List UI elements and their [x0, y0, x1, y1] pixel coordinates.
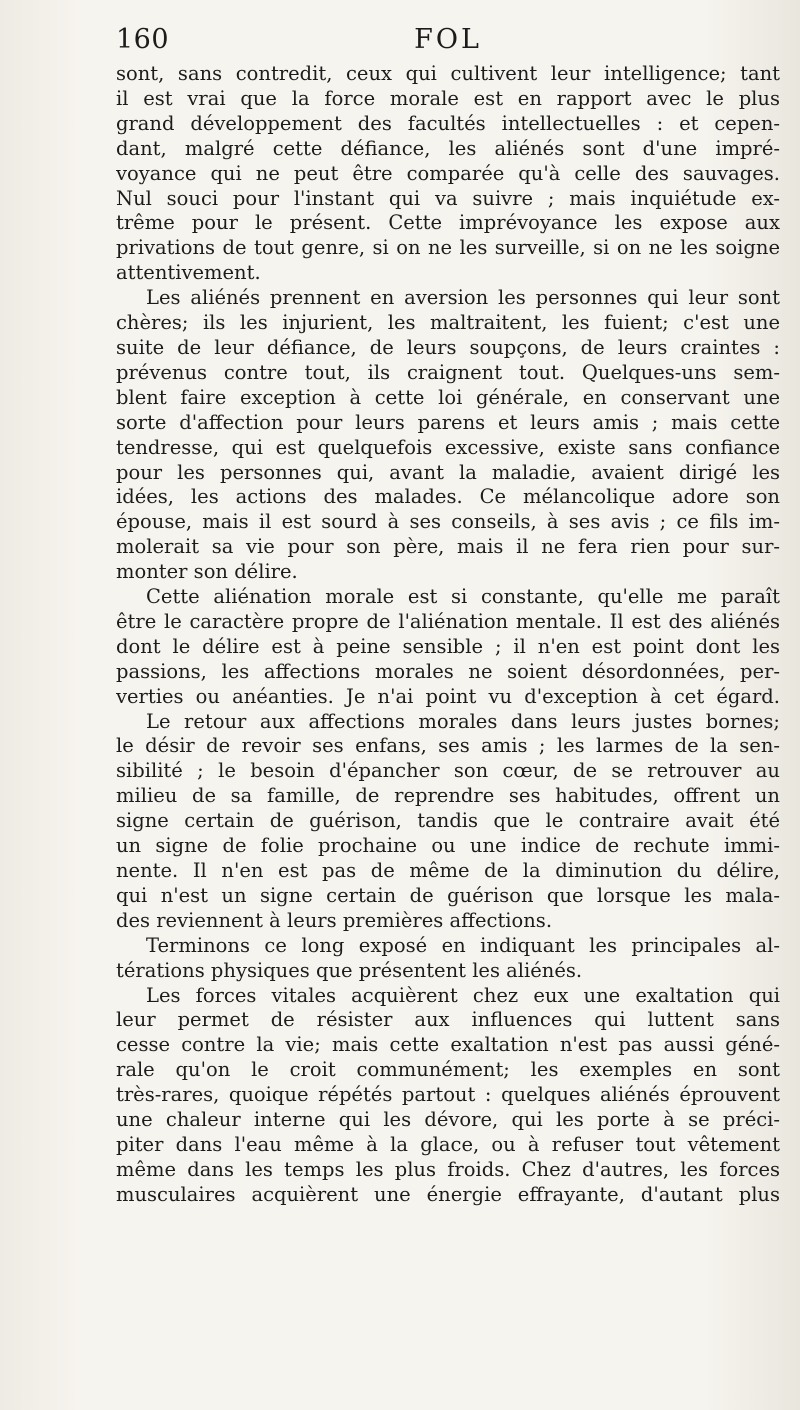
running-title: FOL	[414, 24, 482, 55]
text-line: passions, les affections morales ne soient désordonnées, per-	[116, 659, 780, 683]
text-line: des reviennent à leurs premières affections.	[116, 908, 553, 932]
text-line: trême pour le présent. Cette imprévoyance les expose aux	[116, 211, 780, 235]
text-line: un signe de folie prochaine ou une indice de rechute immi-	[116, 834, 780, 858]
text-line: Les forces vitales acquièrent chez eux une exaltation qui	[146, 983, 780, 1007]
text-line: Les aliénés prennent en aversion les personnes qui leur sont	[146, 286, 780, 310]
text-line: térations physiques que présentent les aliénés.	[116, 958, 583, 982]
text-line: nente. Il n'en est pas de même de la diminution du délire,	[116, 859, 780, 882]
text-line: blent faire exception à cette loi générale, en conservant une	[116, 385, 780, 409]
text-line: idées, les actions des malades. Ce mélancolique adore son	[116, 485, 780, 509]
text-line: Cette aliénation morale est si constante, qu'elle me paraît	[146, 585, 780, 609]
text-line: épouse, mais il est sourd à ses conseils, à ses avis ; ce fils im-	[116, 510, 780, 534]
page-number: 160	[116, 24, 170, 55]
text-line: dant, malgré cette défiance, les aliénés sont d'une impré-	[116, 136, 780, 160]
text-line: chères; ils les injurient, les maltraitent, les fuient; c'est une	[116, 311, 780, 335]
text-line: attentivement.	[116, 261, 261, 285]
text-line: sorte d'affection pour leurs parens et leurs amis ; mais cette	[116, 410, 780, 434]
text-line: Nul souci pour l'instant qui va suivre ; mais inquiétude ex-	[116, 186, 780, 210]
text-line: qui n'est un signe certain de guérison que lorsque les mala-	[116, 883, 780, 907]
text-line: une chaleur interne qui les dévore, qui les porte à se préci-	[116, 1108, 780, 1132]
text-line: verties ou anéanties. Je n'ai point vu d'exception à cet égard.	[116, 684, 780, 708]
text-line: privations de tout genre, si on ne les surveille, si on ne les soigne	[116, 236, 780, 260]
running-head	[116, 24, 780, 58]
text-line: être le caractère propre de l'aliénation mentale. Il est des aliénés	[116, 609, 780, 633]
text-line: très-rares, quoique répétés partout : quelques aliénés éprouvent	[116, 1083, 780, 1107]
text-line: rale qu'on le croit communément; les exemples en sont	[116, 1058, 780, 1082]
text-line: leur permet de résister aux influences qui luttent sans	[116, 1008, 780, 1032]
text-line: musculaires acquièrent une énergie effrayante, d'autant plus	[116, 1182, 780, 1206]
text-line: grand développement des facultés intellectuelles : et cepen-	[116, 111, 780, 135]
text-line: signe certain de guérison, tandis que le contraire avait été	[116, 809, 780, 833]
text-line: molerait sa vie pour son père, mais il ne fera rien pour sur-	[116, 535, 780, 559]
text-line: il est vrai que la force morale est en rapport avec le plus	[116, 86, 780, 110]
text-line: sont, sans contredit, ceux qui cultivent leur intelligence; tant	[116, 62, 780, 85]
text-line: cesse contre la vie; mais cette exaltation n'est pas aussi géné-	[116, 1033, 780, 1057]
text-line: le désir de revoir ses enfans, ses amis ; les larmes de la sen-	[116, 734, 780, 758]
body-text	[116, 62, 780, 1208]
text-line: Le retour aux affections morales dans leurs justes bornes;	[146, 709, 780, 733]
text-line: monter son délire.	[116, 560, 298, 584]
text-line: sibilité ; le besoin d'épancher son cœur, de se retrouver au	[116, 759, 780, 783]
text-line: dont le délire est à peine sensible ; il n'en est point dont les	[116, 634, 780, 658]
text-line: suite de leur défiance, de leurs soupçons, de leurs craintes :	[116, 335, 780, 359]
text-line: milieu de sa famille, de reprendre ses habitudes, offrent un	[116, 784, 780, 808]
text-line: prévenus contre tout, ils craignent tout. Quelques-uns sem-	[116, 360, 780, 384]
text-line: même dans les temps les plus froids. Chez d'autres, les forces	[116, 1157, 780, 1181]
text-line: pour les personnes qui, avant la maladie, avaient dirigé les	[116, 460, 780, 484]
text-line: voyance qui ne peut être comparée qu'à celle des sauvages.	[116, 161, 780, 185]
text-line: piter dans l'eau même à la glace, ou à refuser tout vêtement	[116, 1132, 780, 1156]
text-line: tendresse, qui est quelquefois excessive, existe sans confiance	[116, 435, 780, 459]
text-line: Terminons ce long exposé en indiquant les principales al-	[146, 933, 780, 957]
